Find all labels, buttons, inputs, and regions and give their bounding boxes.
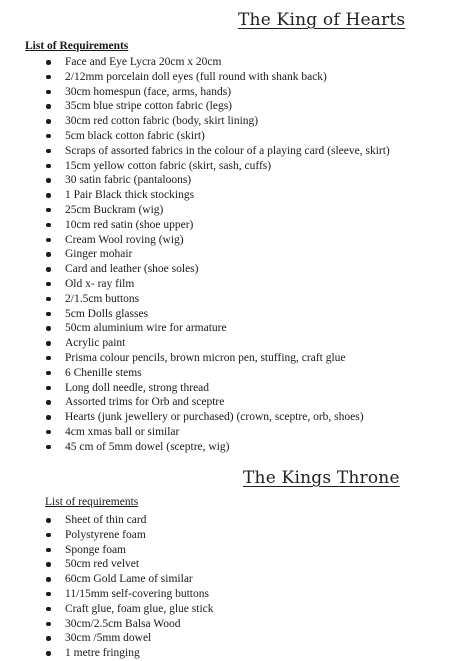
list-item: Assorted trims for Orb and sceptre <box>46 395 390 410</box>
list-item: 2/1.5cm buttons <box>46 292 390 307</box>
king-requirements-list <box>46 55 390 455</box>
list-item: 30cm /5mm dowel <box>46 631 214 646</box>
list-item: 60cm Gold Lame of similar <box>46 572 214 587</box>
list-item: 15cm yellow cotton fabric (skirt, sash, cuffs) <box>46 159 390 174</box>
king-heading: The King of Hearts <box>238 10 406 30</box>
list-item: Long doll needle, strong thread <box>46 381 390 396</box>
list-item: 50cm red velvet <box>46 557 214 572</box>
list-item: 10cm red satin (shoe upper) <box>46 218 390 233</box>
list-item: 50cm aluminium wire for armature <box>46 321 390 336</box>
list-item: 2/12mm porcelain doll eyes (full round with shank back) <box>46 70 390 85</box>
list-item: Old x- ray film <box>46 277 390 292</box>
list-item: 25cm Buckram (wig) <box>46 203 390 218</box>
list-item: Prisma colour pencils, brown micron pen, stuffing, craft glue <box>46 351 390 366</box>
list-item: Craft glue, foam glue, glue stick <box>46 602 214 617</box>
list-item: 1 Pair Black thick stockings <box>46 188 390 203</box>
list-item: 5cm Dolls glasses <box>46 307 390 322</box>
throne-requirements-list <box>46 513 214 661</box>
throne-heading: The Kings Throne <box>243 468 400 488</box>
list-item: 11/15mm self-covering buttons <box>46 587 214 602</box>
list-item: Face and Eye Lycra 20cm x 20cm <box>46 55 390 70</box>
list-item: 30cm red cotton fabric (body, skirt lining) <box>46 114 390 129</box>
list-item: 30cm homespun (face, arms, hands) <box>46 85 390 100</box>
list-item: Sponge foam <box>46 543 214 558</box>
list-item: Card and leather (shoe soles) <box>46 262 390 277</box>
list-item: 6 Chenille stems <box>46 366 390 381</box>
list-item: Scraps of assorted fabrics in the colour of a playing card (sleeve, skirt) <box>46 144 390 159</box>
list-item: 5cm black cotton fabric (skirt) <box>46 129 390 144</box>
list-item: Cream Wool roving (wig) <box>46 233 390 248</box>
throne-requirements-label: List of requirements <box>45 496 139 508</box>
king-requirements-label: List of Requirements <box>25 40 129 52</box>
list-item: 4cm xmas ball or similar <box>46 425 390 440</box>
list-item: 35cm blue stripe cotton fabric (legs) <box>46 99 390 114</box>
list-item: Ginger mohair <box>46 247 390 262</box>
list-item: 1 metre fringing <box>46 646 214 661</box>
list-item: Polystyrene foam <box>46 528 214 543</box>
list-item: Hearts (junk jewellery or purchased) (crown, sceptre, orb, shoes) <box>46 410 390 425</box>
list-item: 45 cm of 5mm dowel (sceptre, wig) <box>46 440 390 455</box>
list-item: Acrylic paint <box>46 336 390 351</box>
list-item: 30 satin fabric (pantaloons) <box>46 173 390 188</box>
list-item: Sheet of thin card <box>46 513 214 528</box>
list-item: 30cm/2.5cm Balsa Wood <box>46 617 214 632</box>
